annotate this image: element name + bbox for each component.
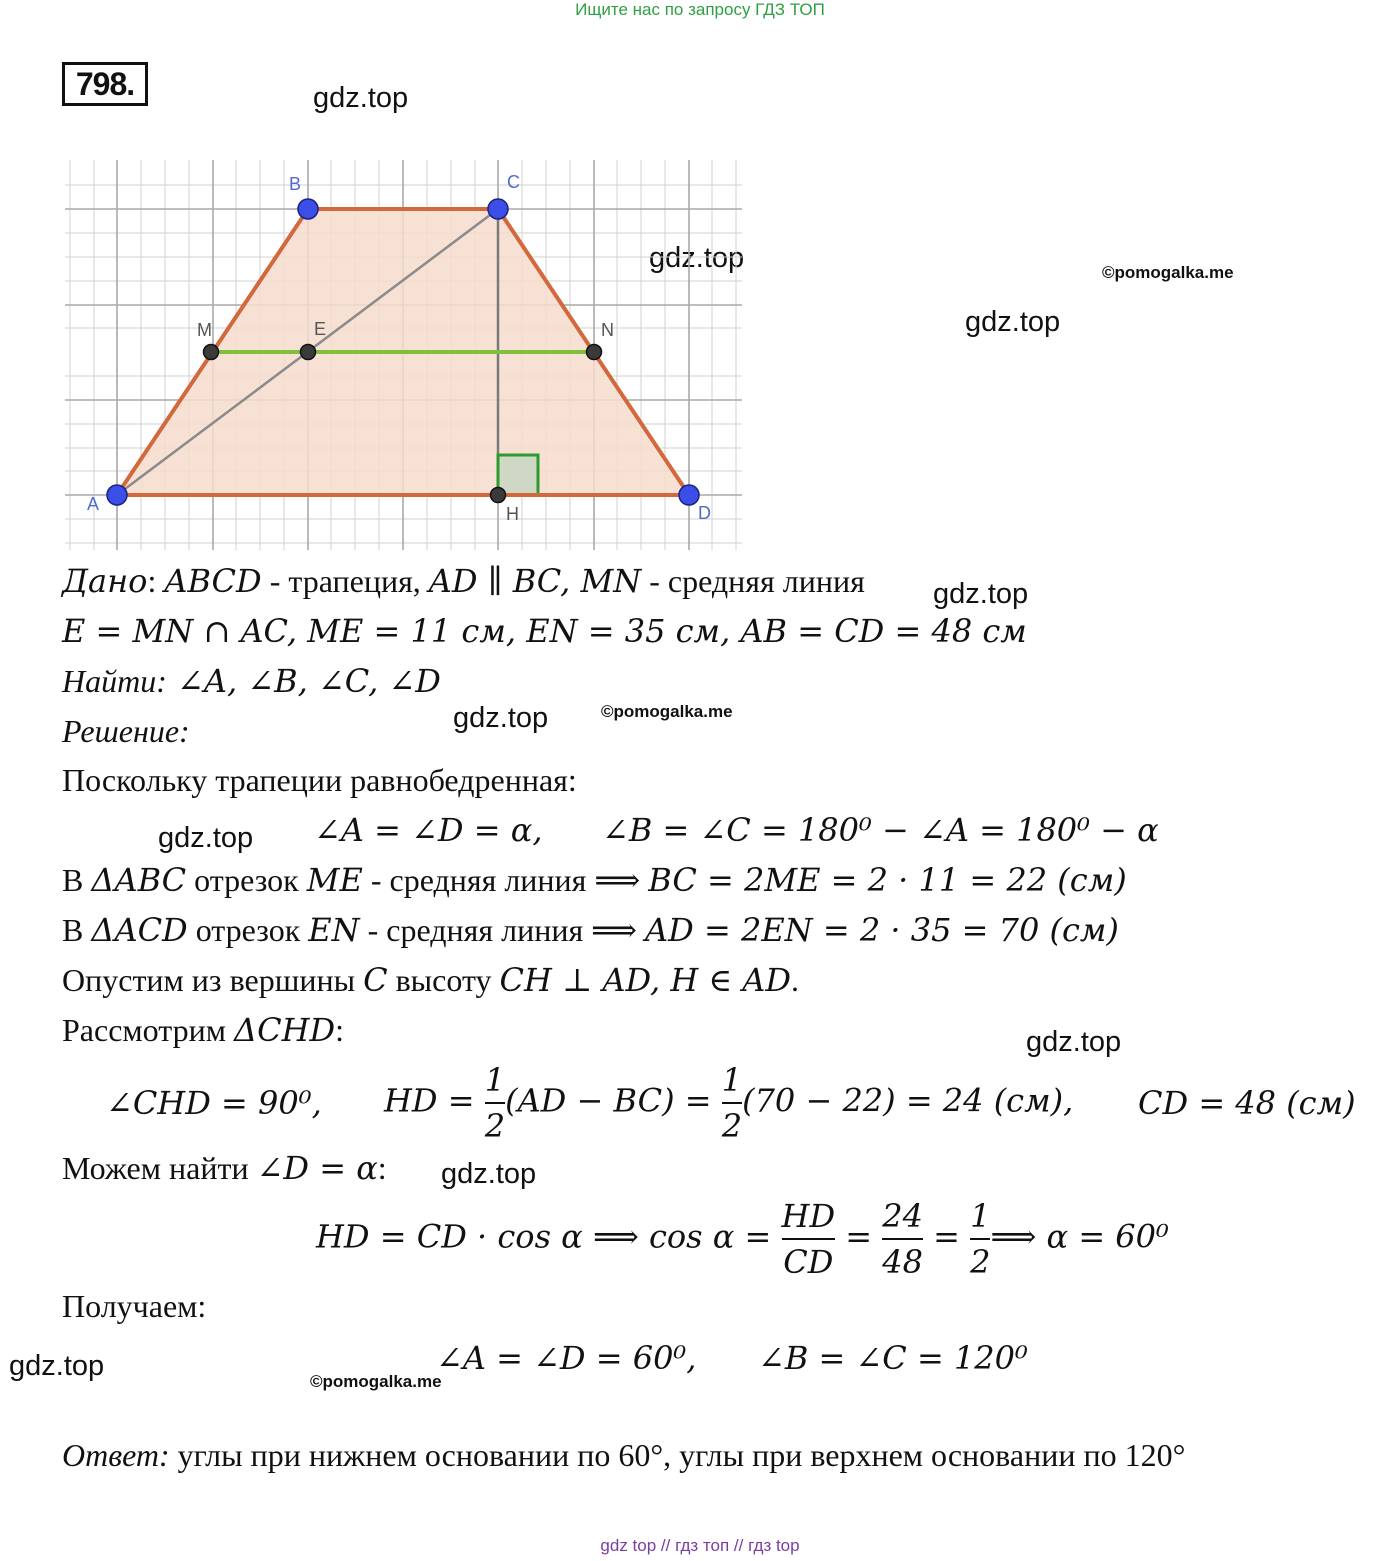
watermark-gdz: gdz.top <box>9 1350 105 1382</box>
right-angle-mark <box>498 455 538 495</box>
top-banner: Ищите нас по запросу ГДЗ ТОП <box>575 0 825 19</box>
chd-angle: ∠CHD = 90⁰, <box>106 1084 322 1122</box>
watermark-gdz: gdz.top <box>1026 1026 1122 1058</box>
abc-midline-line: В ΔABC отрезок ME - средняя линия ⟹ BC = 2ME = 2 · 11 = 22 (см) <box>62 861 1127 899</box>
hd-equation: HD = $\frac{1}{2}$ (AD − BC) = $\frac{1}{2}$ (70 − 22) = 24 (см), <box>384 1058 1073 1148</box>
point-h <box>491 488 506 503</box>
parallel-relation: AD ∥ BC, MN <box>428 562 642 600</box>
consider-line: Рассмотрим ΔCHD: <box>62 1011 345 1049</box>
angles-equation-2: ∠B = ∠C = 180⁰ − ∠A = 180⁰ − α <box>602 811 1159 849</box>
result-angles-1: ∠A = ∠D = 60⁰, <box>436 1339 697 1377</box>
watermark-gdz: gdz.top <box>453 702 549 734</box>
trapezoid-name: ABCD <box>164 562 262 600</box>
height-line: Опустим из вершины C высоту CH ⊥ AD, H ∈ AD. <box>62 961 800 999</box>
point-d <box>679 485 699 505</box>
given-label: Дано <box>62 562 148 600</box>
find-value: ∠A, ∠B, ∠C, ∠D <box>177 662 441 700</box>
answer-text: углы при нижнем основании по 60°, углы при верхнем основании по 120° <box>169 1437 1186 1473</box>
isosceles-line: Поскольку трапеции равнобедренная: <box>62 762 577 798</box>
find-line <box>62 663 441 699</box>
point-n <box>587 345 602 360</box>
label-h: H <box>506 504 519 524</box>
watermark-gdz: gdz.top <box>965 306 1061 338</box>
cd-value: CD = 48 (см) <box>1138 1084 1356 1122</box>
acd-midline-line: В ΔACD отрезок EN - средняя линия ⟹ AD = 2EN = 2 · 35 = 70 (см) <box>62 911 1119 949</box>
trapezoid-figure <box>60 158 750 558</box>
watermark-gdz: gdz.top <box>933 578 1029 610</box>
find-label: Найти: <box>62 663 167 699</box>
point-b <box>298 199 318 219</box>
watermark-pomogalka: ©pomogalka.me <box>1102 263 1234 282</box>
point-e <box>301 345 316 360</box>
answer-line <box>62 1437 1185 1473</box>
watermark-gdz: gdz.top <box>441 1158 537 1190</box>
watermark-gdz: gdz.top <box>313 82 409 114</box>
watermark-gdz: gdz.top <box>649 242 745 274</box>
label-c: C <box>507 172 520 192</box>
point-a <box>107 485 127 505</box>
label-n: N <box>601 320 614 340</box>
cos-equation: HD = CD · cos α ⟹ cos α = $\frac{HD}{CD}$ = $\frac{24}{48}$ = $\frac{1}{2}$ ⟹ α = 60⁰ <box>316 1194 1169 1284</box>
can-find-line: Можем найти ∠D = α: <box>62 1149 387 1187</box>
given-text: - трапеция, <box>261 563 429 599</box>
watermark-gdz: gdz.top <box>158 822 254 854</box>
given-line-1: Дано: ABCD - трапеция, AD ∥ BC, MN - средняя линия <box>62 562 865 600</box>
label-a: A <box>87 494 100 514</box>
watermark-pomogalka: ©pomogalka.me <box>310 1372 442 1391</box>
point-c <box>488 199 508 219</box>
result-angles-2: ∠B = ∠C = 120⁰ <box>758 1339 1028 1377</box>
problem-number: 798. <box>62 62 148 106</box>
point-m <box>204 345 219 360</box>
watermark-pomogalka: ©pomogalka.me <box>601 702 733 721</box>
answer-label: Ответ: <box>62 1437 170 1473</box>
solution-label: Решение: <box>62 713 190 749</box>
given-line-2: E = MN ∩ AC, ME = 11 см, EN = 35 см, AB = CD = 48 см <box>62 612 1027 650</box>
label-m: M <box>197 320 212 340</box>
given-text: - средняя линия <box>641 563 865 599</box>
label-d: D <box>698 503 711 523</box>
result-label: Получаем: <box>62 1288 207 1324</box>
label-b: B <box>289 174 302 194</box>
label-e: E <box>314 319 327 339</box>
angles-equation-1: ∠A = ∠D = α, <box>314 811 543 849</box>
footer-links: gdz top // гдз топ // гдз top <box>600 1536 800 1555</box>
